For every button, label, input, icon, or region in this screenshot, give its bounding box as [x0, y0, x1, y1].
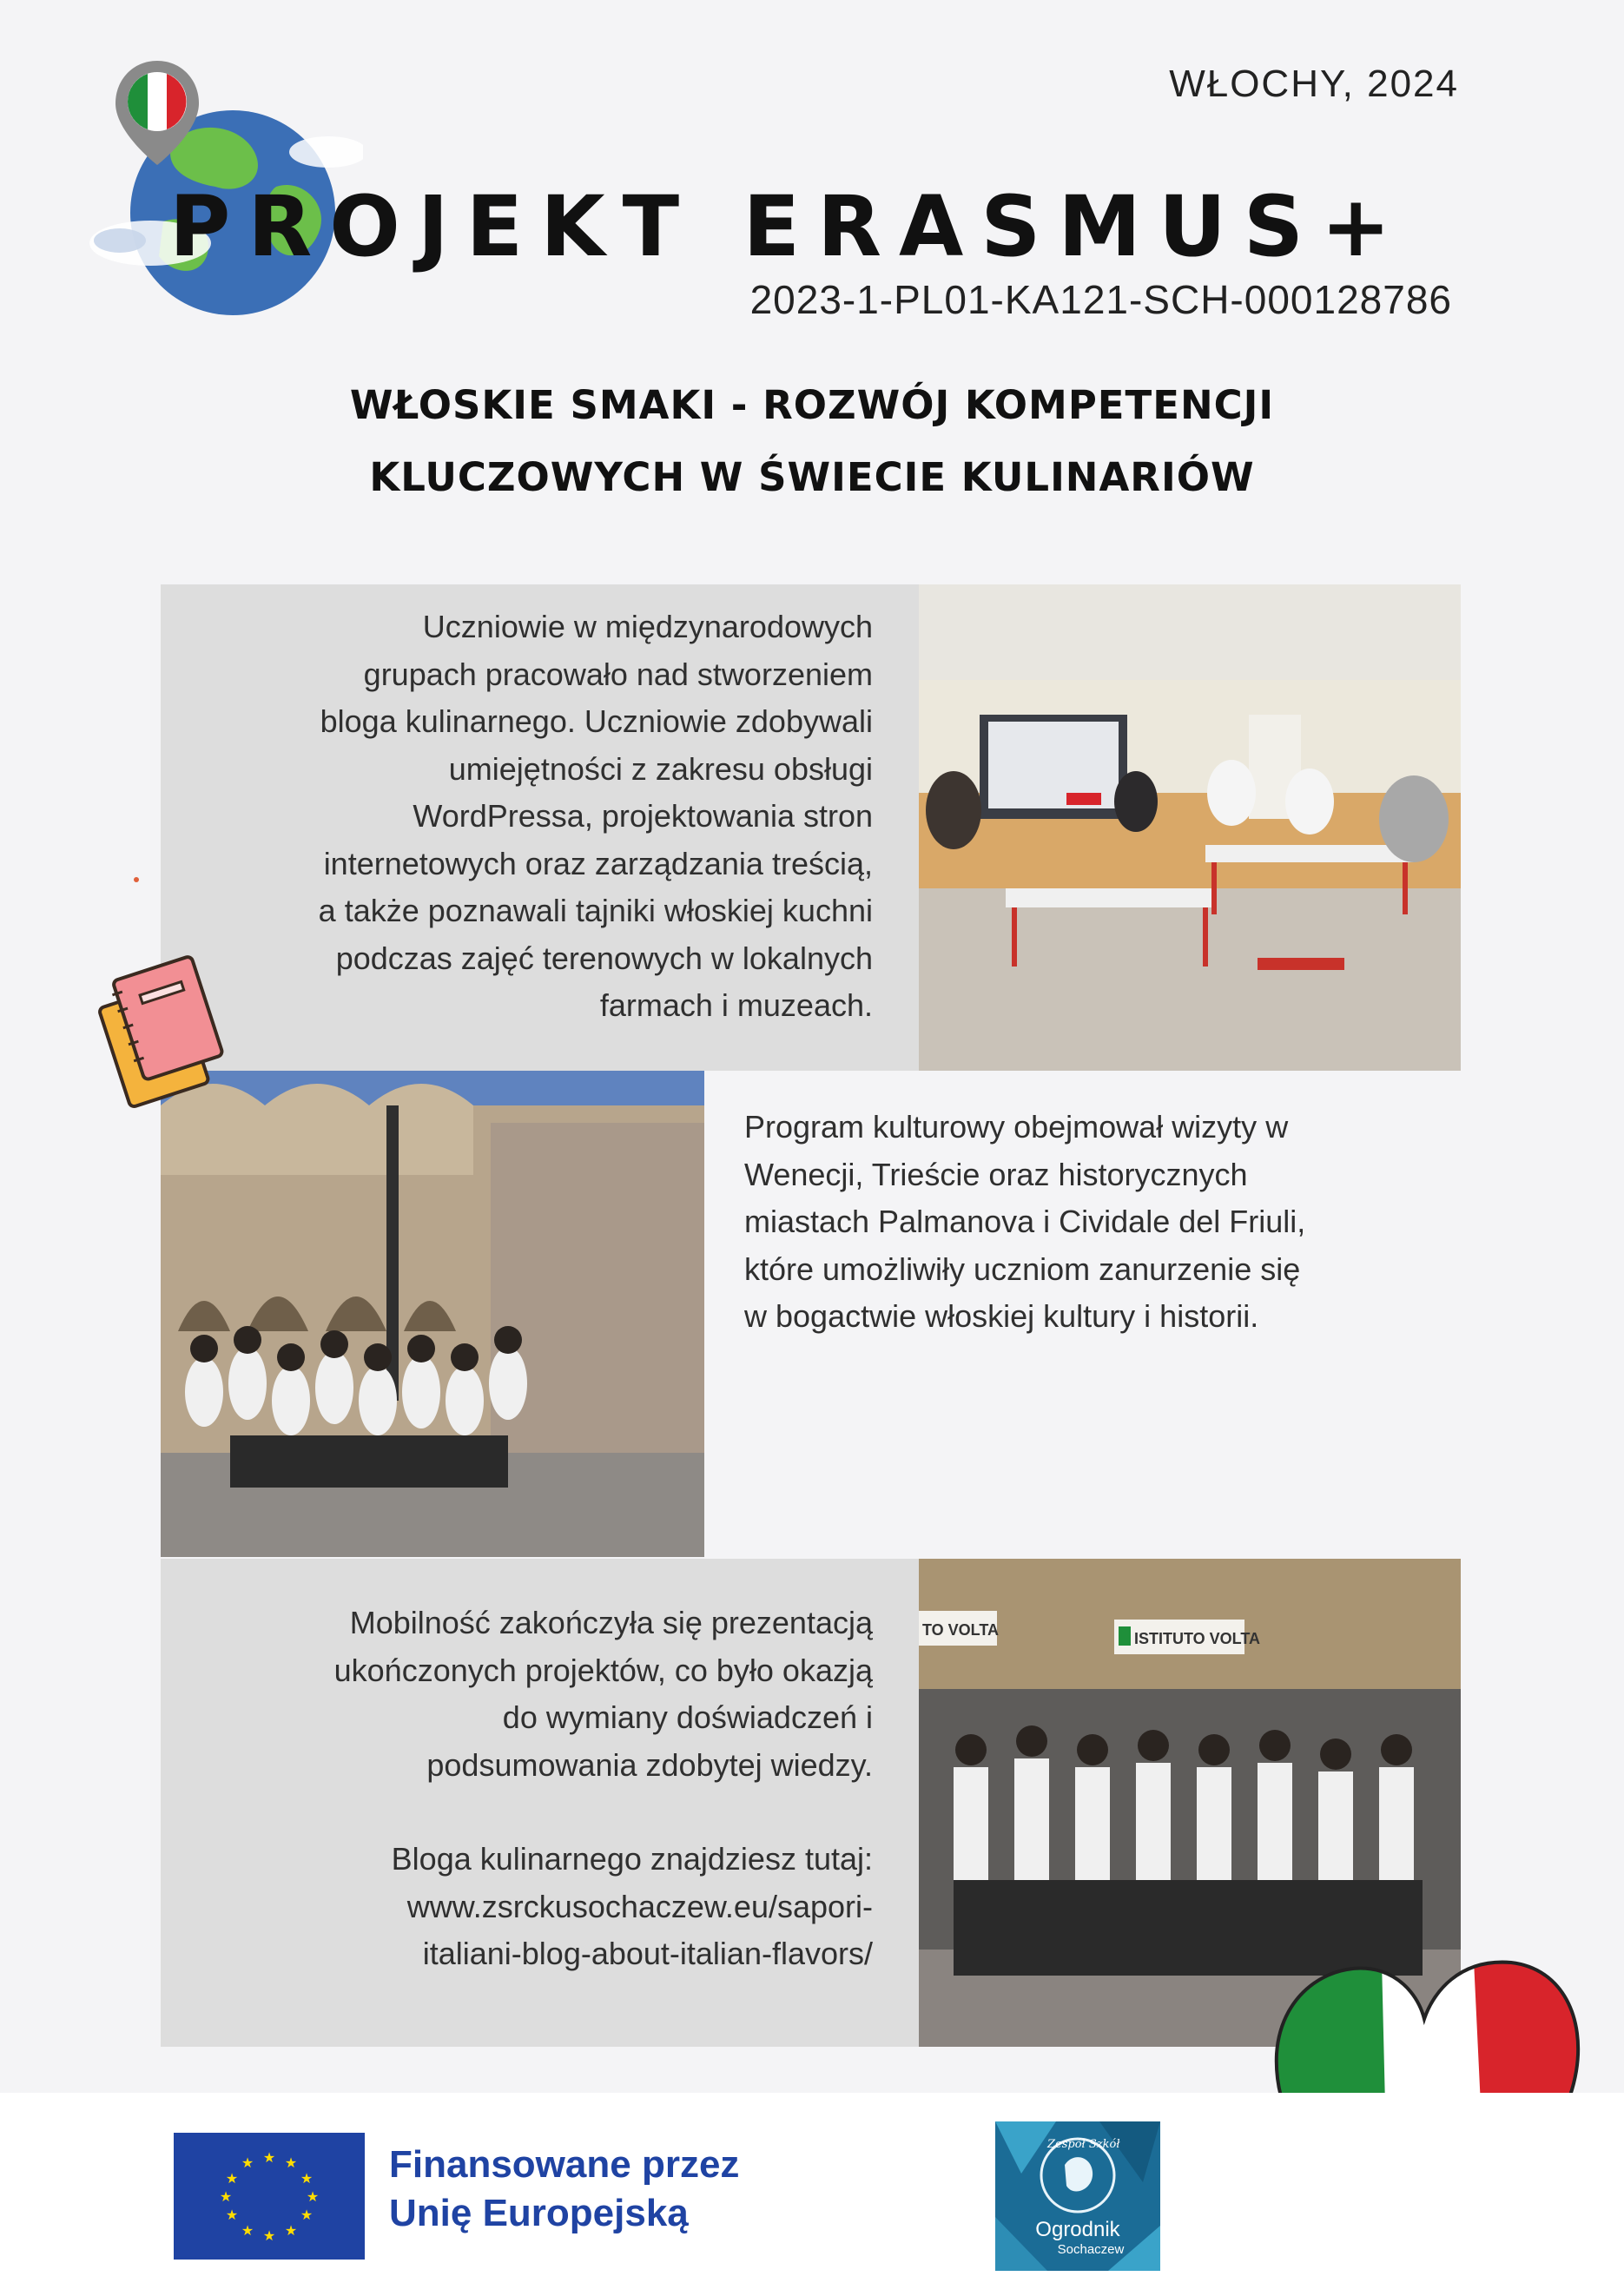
paragraph-cultural-program: [744, 1104, 1456, 1341]
svg-text:★: ★: [300, 2170, 314, 2187]
sign-text-left: TO VOLTA: [922, 1621, 999, 1639]
text-line: do wymiany doświadczeń i: [502, 1699, 873, 1735]
svg-text:★: ★: [306, 2188, 320, 2205]
eu-funding-line: Unię Europejską: [389, 2192, 689, 2234]
text-line: ukończonych projektów, co było okazją: [333, 1652, 873, 1688]
blog-intro: Bloga kulinarnego znajdziesz tutaj:: [391, 1841, 873, 1877]
svg-text:★: ★: [241, 2222, 254, 2239]
text-line: Uczniowie w międzynarodowych: [422, 609, 873, 644]
classroom-photo: [919, 584, 1461, 1071]
svg-text:★: ★: [300, 2207, 314, 2223]
sign-text-right: ISTITUTO VOLTA: [1134, 1630, 1260, 1647]
school-logo-top-text: Zespół Szkół: [1047, 2138, 1120, 2151]
subtitle: [0, 369, 1624, 513]
svg-text:★: ★: [284, 2222, 298, 2239]
svg-text:★: ★: [262, 2149, 276, 2166]
blog-link[interactable]: www.zsrckusochaczew.eu/sapori-: [406, 1888, 873, 1924]
text-line: a także poznawali tajniki włoskiej kuchni: [318, 893, 873, 928]
text-line: Wenecji, Trieście oraz historycznych: [744, 1156, 1248, 1192]
text-line: umiejętności z zakresu obsługi: [448, 750, 873, 787]
eu-funding-text: [389, 2141, 739, 2238]
page-title: PROJEKT ERASMUS+: [169, 178, 1409, 275]
text-line: które umożliwiły uczniom zanurzenie się: [744, 1250, 1301, 1287]
text-line: w bogactwie włoskiej kultury i historii.: [744, 1298, 1259, 1334]
date-label: WŁOCHY, 2024: [1169, 63, 1459, 105]
text-line: Program kulturowy obejmował wizyty w: [744, 1109, 1289, 1145]
project-code: 2023-1-PL01-KA121-SCH-000128786: [749, 277, 1452, 322]
text-line: podsumowania zdobytej wiedzy.: [426, 1746, 873, 1783]
text-line: bloga kulinarnego. Uczniowie zdobywali: [320, 703, 873, 739]
paragraph-summary: [174, 1600, 873, 1978]
svg-text:★: ★: [262, 2227, 276, 2244]
text-line: internetowych oraz zarządzania treścią,: [323, 845, 873, 881]
svg-text:★: ★: [284, 2154, 298, 2171]
text-line: grupach pracowało nad stworzeniem: [363, 656, 873, 692]
notebooks-icon: [91, 951, 234, 1112]
blog-link[interactable]: italiani-blog-about-italian-flavors/: [422, 1936, 873, 1971]
text-line: farmach i muzeach.: [599, 987, 873, 1023]
paragraph-blog-work: [174, 604, 873, 1030]
school-logo-city: Sochaczew: [1057, 2242, 1125, 2257]
text-line: miastach Palmanova i Cividale del Friuli,: [744, 1204, 1306, 1239]
svg-text:★: ★: [219, 2188, 233, 2205]
venice-group-photo: [161, 1071, 704, 1557]
svg-text:★: ★: [225, 2207, 239, 2223]
text-line: podczas zajęć terenowych w lokalnych: [335, 940, 873, 976]
subtitle-line: WŁOSKIE SMAKI - ROZWÓJ KOMPETENCJI: [349, 382, 1275, 428]
decorative-dot: [134, 877, 139, 882]
eu-flag-icon: [174, 2133, 365, 2260]
svg-text:★: ★: [225, 2170, 239, 2187]
text-line: WordPressa, projektowania stron: [413, 798, 873, 834]
school-logo-name: Ogrodnik: [1035, 2218, 1120, 2241]
subtitle-line: KLUCZOWYCH W ŚWIECIE KULINARIÓW: [369, 454, 1255, 500]
school-logo-icon: [995, 2121, 1160, 2271]
text-line: Mobilność zakończyła się prezentacją: [349, 1605, 873, 1640]
eu-funding-line: Finansowane przez: [389, 2143, 740, 2186]
svg-text:★: ★: [241, 2154, 254, 2171]
